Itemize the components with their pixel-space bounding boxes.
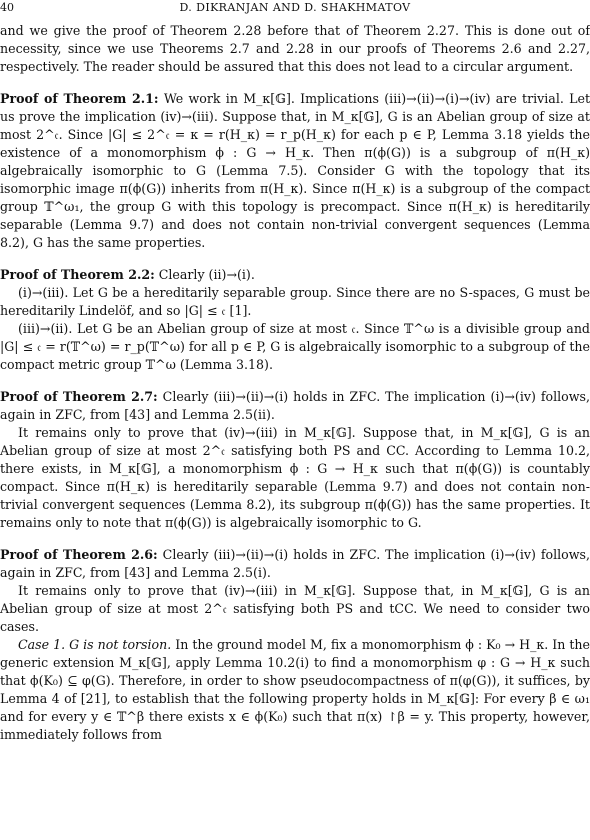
paragraph-text: In the ground model M, fix a monomorphism ϕ : K₀ → H_κ. In the generic extension M_κ[𝔾], apply Lemma 10.2(i) to find a monomorphism φ : G → H_κ such that ϕ(K₀) ⊆ φ(G). Therefore, in order to show pseudocompactness of π(φ(G)), it suffices, by Lemma 4 of [21], to establish that the following property holds in M_κ[𝔾]: For every β ∈ ω₁ and for every y ∈ 𝕋^β there exists x ∈ ϕ(K₀) such that π(x) ↾β = y. This property, however, immediately follows from <box>0 637 590 742</box>
paragraph-text: (iii)→(ii). Let G be an Abelian group of size at most 𝔠. Since 𝕋^ω is a divisible group and |G| ≤ 𝔠 = r(𝕋^ω) = r_p(𝕋^ω) for all p ∈ P, G is algebraically isomorphic to a subgroup of the compact metric group 𝕋^ω (Lemma 3.18). <box>0 321 590 372</box>
paragraph-case-1 <box>0 636 590 744</box>
proof-heading: Proof of Theorem 2.2: <box>0 267 155 282</box>
paragraph-2-6-a <box>0 582 590 636</box>
proof-heading: Proof of Theorem 2.6: <box>0 547 158 562</box>
paragraph-text: It remains only to prove that (iv)→(iii) in M_κ[𝔾]. Suppose that, in M_κ[𝔾], G is an Abelian group of size at most 2^𝔠 satisfying both PS and CC. According to Lemma 10.2, there exists, in M_κ[𝔾], a monomorphism ϕ : G → H_κ such that π(ϕ(G)) is countably compact. Since π(H_κ) is hereditarily separable (Lemma 9.7) and does not contain non-trivial convergent sequences (Lemma 8.2), its subgroup π(ϕ(G)) has the same properties. It remains only to note that π(ϕ(G)) is algebraically isomorphic to G. <box>0 425 590 530</box>
proof-theorem-2-1 <box>0 90 590 252</box>
paragraph-text: Clearly (iii)→(ii)→(i) holds in ZFC. The implication (i)→(iv) follows, again in ZFC, from [43] and Lemma 2.5(ii). <box>0 389 590 422</box>
proof-heading: Proof of Theorem 2.1: <box>0 91 159 106</box>
paragraph-2-2-b <box>0 320 590 374</box>
paragraph-2-7-a <box>0 424 590 532</box>
page-number: 40 <box>0 1 14 14</box>
paragraph-text: and we give the proof of Theorem 2.28 before that of Theorem 2.27. This is done out of necessity, since we use Theorems 2.7 and 2.28 in our proofs of Theorems 2.6 and 2.27, respectively. The reader should be assured that this does not lead to a circular argument. <box>0 23 590 74</box>
paragraph-text: Clearly (iii)→(ii)→(i) holds in ZFC. The implication (i)→(iv) follows, again in ZFC, from [43] and Lemma 2.5(i). <box>0 547 590 580</box>
case-heading: Case 1. G is not torsion. <box>18 637 172 652</box>
paragraph-text: It remains only to prove that (iv)→(iii) in M_κ[𝔾]. Suppose that, in M_κ[𝔾], G is an Abelian group of size at most 2^𝔠 satisfying both PS and tCC. We need to consider two cases. <box>0 583 590 634</box>
proof-heading: Proof of Theorem 2.7: <box>0 389 158 404</box>
proof-theorem-2-6 <box>0 546 590 582</box>
paragraph-intro <box>0 22 590 76</box>
running-head: D. DIKRANJAN AND D. SHAKHMATOV <box>179 1 411 14</box>
paragraph-text: (i)→(iii). Let G be a hereditarily separable group. Since there are no S-spaces, G must be hereditarily Lindelöf, and so |G| ≤ 𝔠 [1]. <box>0 285 590 318</box>
page-header <box>0 0 590 16</box>
proof-theorem-2-2 <box>0 266 590 284</box>
paragraph-text: Clearly (ii)→(i). <box>154 267 255 282</box>
paragraph-2-2-a <box>0 284 590 320</box>
paragraph-text: We work in M_κ[𝔾]. Implications (iii)→(ii)→(i)→(iv) are trivial. Let us prove the implication (iv)→(iii). Suppose that, in M_κ[𝔾], G is an Abelian group of size at most 2^𝔠. Since |G| ≤ 2^𝔠 = κ = r(H_κ) = r_p(H_κ) for each p ∈ P, Lemma 3.18 yields the existence of a monomorphism ϕ : G → H_κ. Then π(ϕ(G)) is a subgroup of π(H_κ) algebraically isomorphic to G (Lemma 7.5). Consider G with the topology that its isomorphic image π(ϕ(G)) inherits from π(H_κ). Since π(H_κ) is a subgroup of the compact group 𝕋^ω₁, the group G with this topology is precompact. Since π(H_κ) is hereditarily separable (Lemma 9.7) and does not contain non-trivial convergent sequences (Lemma 8.2), G has the same properties. <box>0 91 590 250</box>
proof-theorem-2-7 <box>0 388 590 424</box>
page-body <box>0 22 590 744</box>
